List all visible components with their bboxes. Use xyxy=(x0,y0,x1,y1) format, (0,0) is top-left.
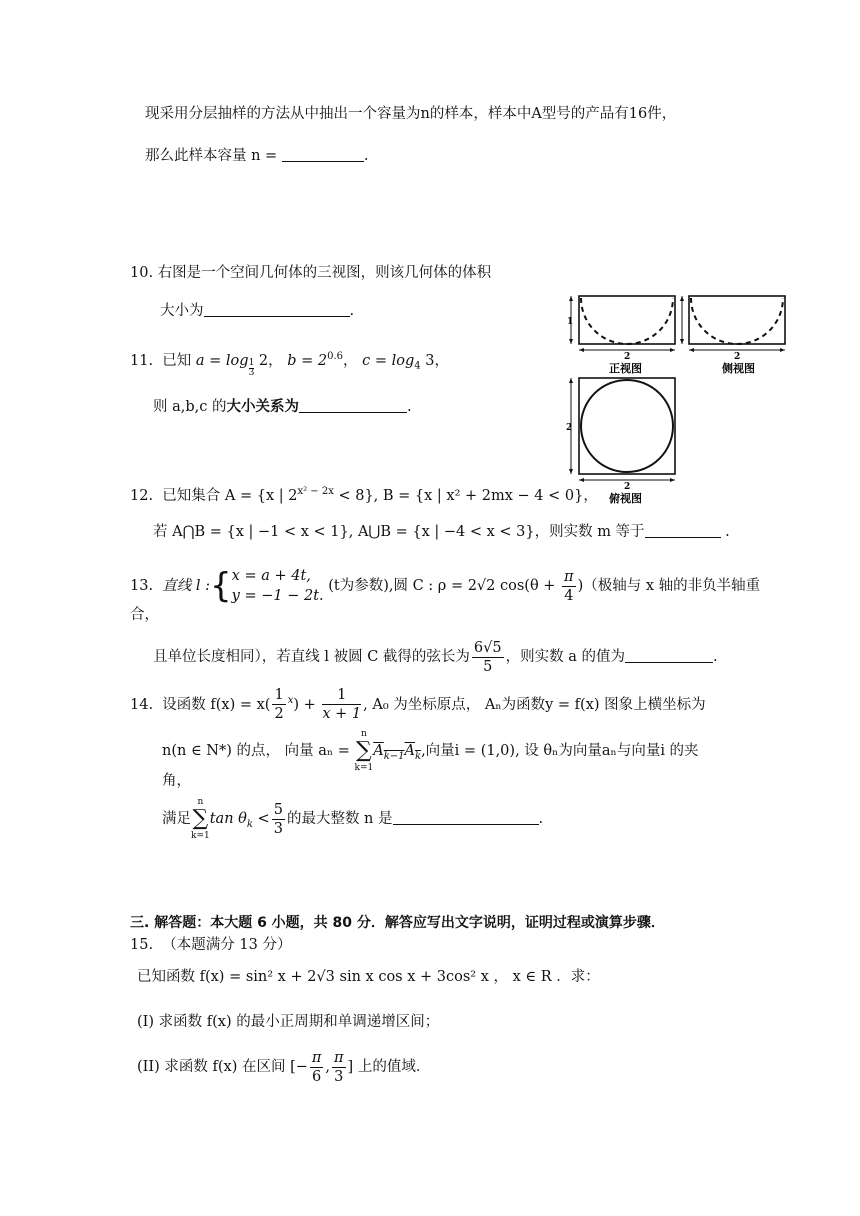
q10-line2 xyxy=(160,301,354,321)
q14-number: 14. xyxy=(130,696,154,713)
q14-vector-a: $A_{k-1}A_k$ xyxy=(373,743,422,762)
q13-line3-end: . xyxy=(713,649,718,665)
q14-sum-tan: n ∑ k=1 xyxy=(191,797,210,841)
q11-line2-suffix: . xyxy=(406,399,412,415)
q10-line1: 10. 右图是一个空间几何体的三视图，则该几何体的体积 xyxy=(130,265,492,281)
q14-plus: ) + xyxy=(293,696,321,713)
top-view xyxy=(566,378,675,505)
q15-header xyxy=(130,935,291,955)
q13-pi-over-4: $\frac{\pi}{4}$ xyxy=(564,568,574,604)
q14-line2 xyxy=(162,728,699,773)
q13-brace: { xyxy=(210,566,232,606)
top-width-label: 2 xyxy=(624,482,631,492)
q13-line1 xyxy=(130,566,760,606)
q13-system: x = a + 4t, y = −1 − 2t. xyxy=(231,568,324,604)
q15-given: 已知函数 f(x) = sin² x + 2√3 sin x cos x + 3cos² x ， x ∈ R ．求： xyxy=(137,969,600,985)
answer-blank-q14[interactable] xyxy=(393,810,539,825)
q12-line1-prefix: 已知集合 A = {x | 2 xyxy=(162,487,298,504)
q12-line2-text: 若 A⋂B = {x | −1 < x < 1}, A⋃B = {x | −4 < x < 3}，则实数 m 等于 xyxy=(153,524,645,540)
q13-line3-suffix: ，则实数 a 的值为 xyxy=(505,649,625,665)
q14-line2-prefix: n(n ∈ N*) 的点， 向量 aₙ = xyxy=(162,743,355,759)
q13-close: ) xyxy=(577,578,584,594)
q13-chord-fraction: $\frac{6√5}{5}$ xyxy=(473,639,502,675)
answer-blank-q10[interactable] xyxy=(204,302,350,317)
q14-line1 xyxy=(130,680,706,722)
q15-pi-over-3: $\frac{\pi}{3}$ xyxy=(334,1049,344,1085)
q12-line1-exp: x² − 2x xyxy=(297,486,334,497)
front-view xyxy=(567,296,675,375)
q14-line1-suffix: , A₀ 为坐标原点， Aₙ为函数y = f(x) 图象上横坐标为 xyxy=(363,696,706,713)
top-height-label: 2 xyxy=(566,423,573,433)
answer-blank-q13[interactable] xyxy=(625,648,713,663)
q14-line1-prefix: 设函数 f(x) = x( xyxy=(162,696,271,713)
q15-number: 15. xyxy=(130,937,154,953)
q14-line4: 满足 n ∑ k=1 $\tan \theta_k$ < $\frac{5}{3}$ 的最大整数 n 是 . xyxy=(162,797,544,841)
q15-part2 xyxy=(137,1046,430,1088)
q15-score: （本题满分 13 分） xyxy=(162,937,292,953)
q15-part2-suffix: ] 上的值域． xyxy=(347,1059,431,1075)
q9-line2 xyxy=(145,146,368,166)
answer-blank-q9[interactable] xyxy=(282,147,364,162)
q11-b-exp: 0.6 xyxy=(327,351,344,362)
q14-line4-prefix: 满足 xyxy=(162,811,191,827)
q13-param: (t为参数),圆 C : ρ = 2√2 cos(θ + xyxy=(328,578,561,594)
q14-line4-suffix: 的最大整数 n 是 xyxy=(286,811,393,827)
q12-line2-suffix: . xyxy=(725,524,730,540)
q11-line2 xyxy=(153,397,412,417)
side-view-label: 侧视图 xyxy=(722,362,755,375)
q9-line2-prefix: 那么此样本容量 n = xyxy=(145,148,282,164)
q14-five-thirds: $\frac{5}{3}$ xyxy=(273,801,283,837)
answer-blank-q12[interactable] xyxy=(645,523,721,538)
q13-prefix: 直线 l : xyxy=(162,578,211,594)
q11-c-base: 4 xyxy=(414,360,421,372)
q11-text-prefix: 已知 xyxy=(162,352,192,369)
answer-blank-q11[interactable] xyxy=(299,398,407,413)
q13-line2: 合， xyxy=(130,607,159,623)
q13-note: （极轴与 x 轴的非负半轴重 xyxy=(583,578,761,594)
q15-part2-prefix: (II) 求函数 f(x) 在区间 [− xyxy=(137,1059,308,1075)
q11-line2-bold: 大小关系为 xyxy=(226,399,299,415)
side-width-label: 2 xyxy=(734,352,741,362)
q12-number: 12. xyxy=(130,487,154,504)
front-height-label: 1 xyxy=(567,317,574,327)
q14-exp: x xyxy=(287,695,294,706)
q15-pi-over-6: $\frac{\pi}{6}$ xyxy=(311,1049,322,1085)
q10-line2-prefix: 大小为 xyxy=(160,303,204,319)
q12-line1 xyxy=(130,482,598,506)
q10-line2-suffix: . xyxy=(349,303,355,319)
q9-line2-suffix: . xyxy=(363,148,369,164)
q11-line2-prefix: 则 a,b,c 的 xyxy=(153,399,227,415)
q11-a-arg: 2 xyxy=(258,352,269,369)
q13-line3 xyxy=(153,636,718,678)
side-view xyxy=(680,296,785,375)
q11-c-arg: 3 xyxy=(425,352,435,369)
q15-part1: (I) 求函数 f(x) 的最小正周期和单调递增区间； xyxy=(137,1014,440,1030)
q14-inverse: $\frac{1}{x + 1}$ xyxy=(322,687,362,723)
q15-comma: , xyxy=(325,1059,331,1075)
q12-line1-suffix: ， xyxy=(583,487,598,504)
q14-line4-end: . xyxy=(538,811,544,827)
top-view-label: 俯视图 xyxy=(609,492,642,505)
section-heading: 三. 解答题：本大题 6 小题，共 80 分．解答应写出文字说明，证明过程或演算步骤． xyxy=(130,915,665,931)
q12-line1-mid: < 8}, B = {x | x² + 2mx − 4 < 0} xyxy=(333,487,584,504)
q9-line1: 现采用分层抽样的方法从中抽出一个容量为n的样本，样本中A型号的产品有16件， xyxy=(145,106,677,122)
q14-tan: tan θ xyxy=(209,811,247,827)
q11-number: 11. xyxy=(130,352,154,369)
q11-c-expr: c = log xyxy=(362,352,415,369)
q11-b-expr: b = 2 xyxy=(287,352,328,369)
q12-line2 xyxy=(153,522,730,542)
q11-a-expr: a = log xyxy=(195,352,249,369)
q13-number: 13. xyxy=(130,578,154,594)
q14-sum-symbol: n ∑ k=1 xyxy=(354,729,374,773)
front-view-label: 正视图 xyxy=(609,362,642,375)
q14-half: $\frac{1}{2}$ xyxy=(274,687,284,723)
q13-line3-prefix: 且单位长度相同），若直线 l 被圆 C 截得的弦长为 xyxy=(153,649,470,665)
front-width-label: 2 xyxy=(624,352,631,362)
three-view-figure xyxy=(565,292,795,506)
q11-a-base: $\frac{1}{3}$ xyxy=(248,357,255,378)
q14-line2-suffix: ,向量i = (1,0), 设 θₙ为向量aₙ与向量i 的夹 xyxy=(421,743,699,759)
q14-line3: 角， xyxy=(162,773,191,789)
q11-line1: 11. 已知 a = log $\frac{1}{3}$ 2， $b = 2^{0.6}$， $c = \log_4 3$， xyxy=(130,351,449,378)
